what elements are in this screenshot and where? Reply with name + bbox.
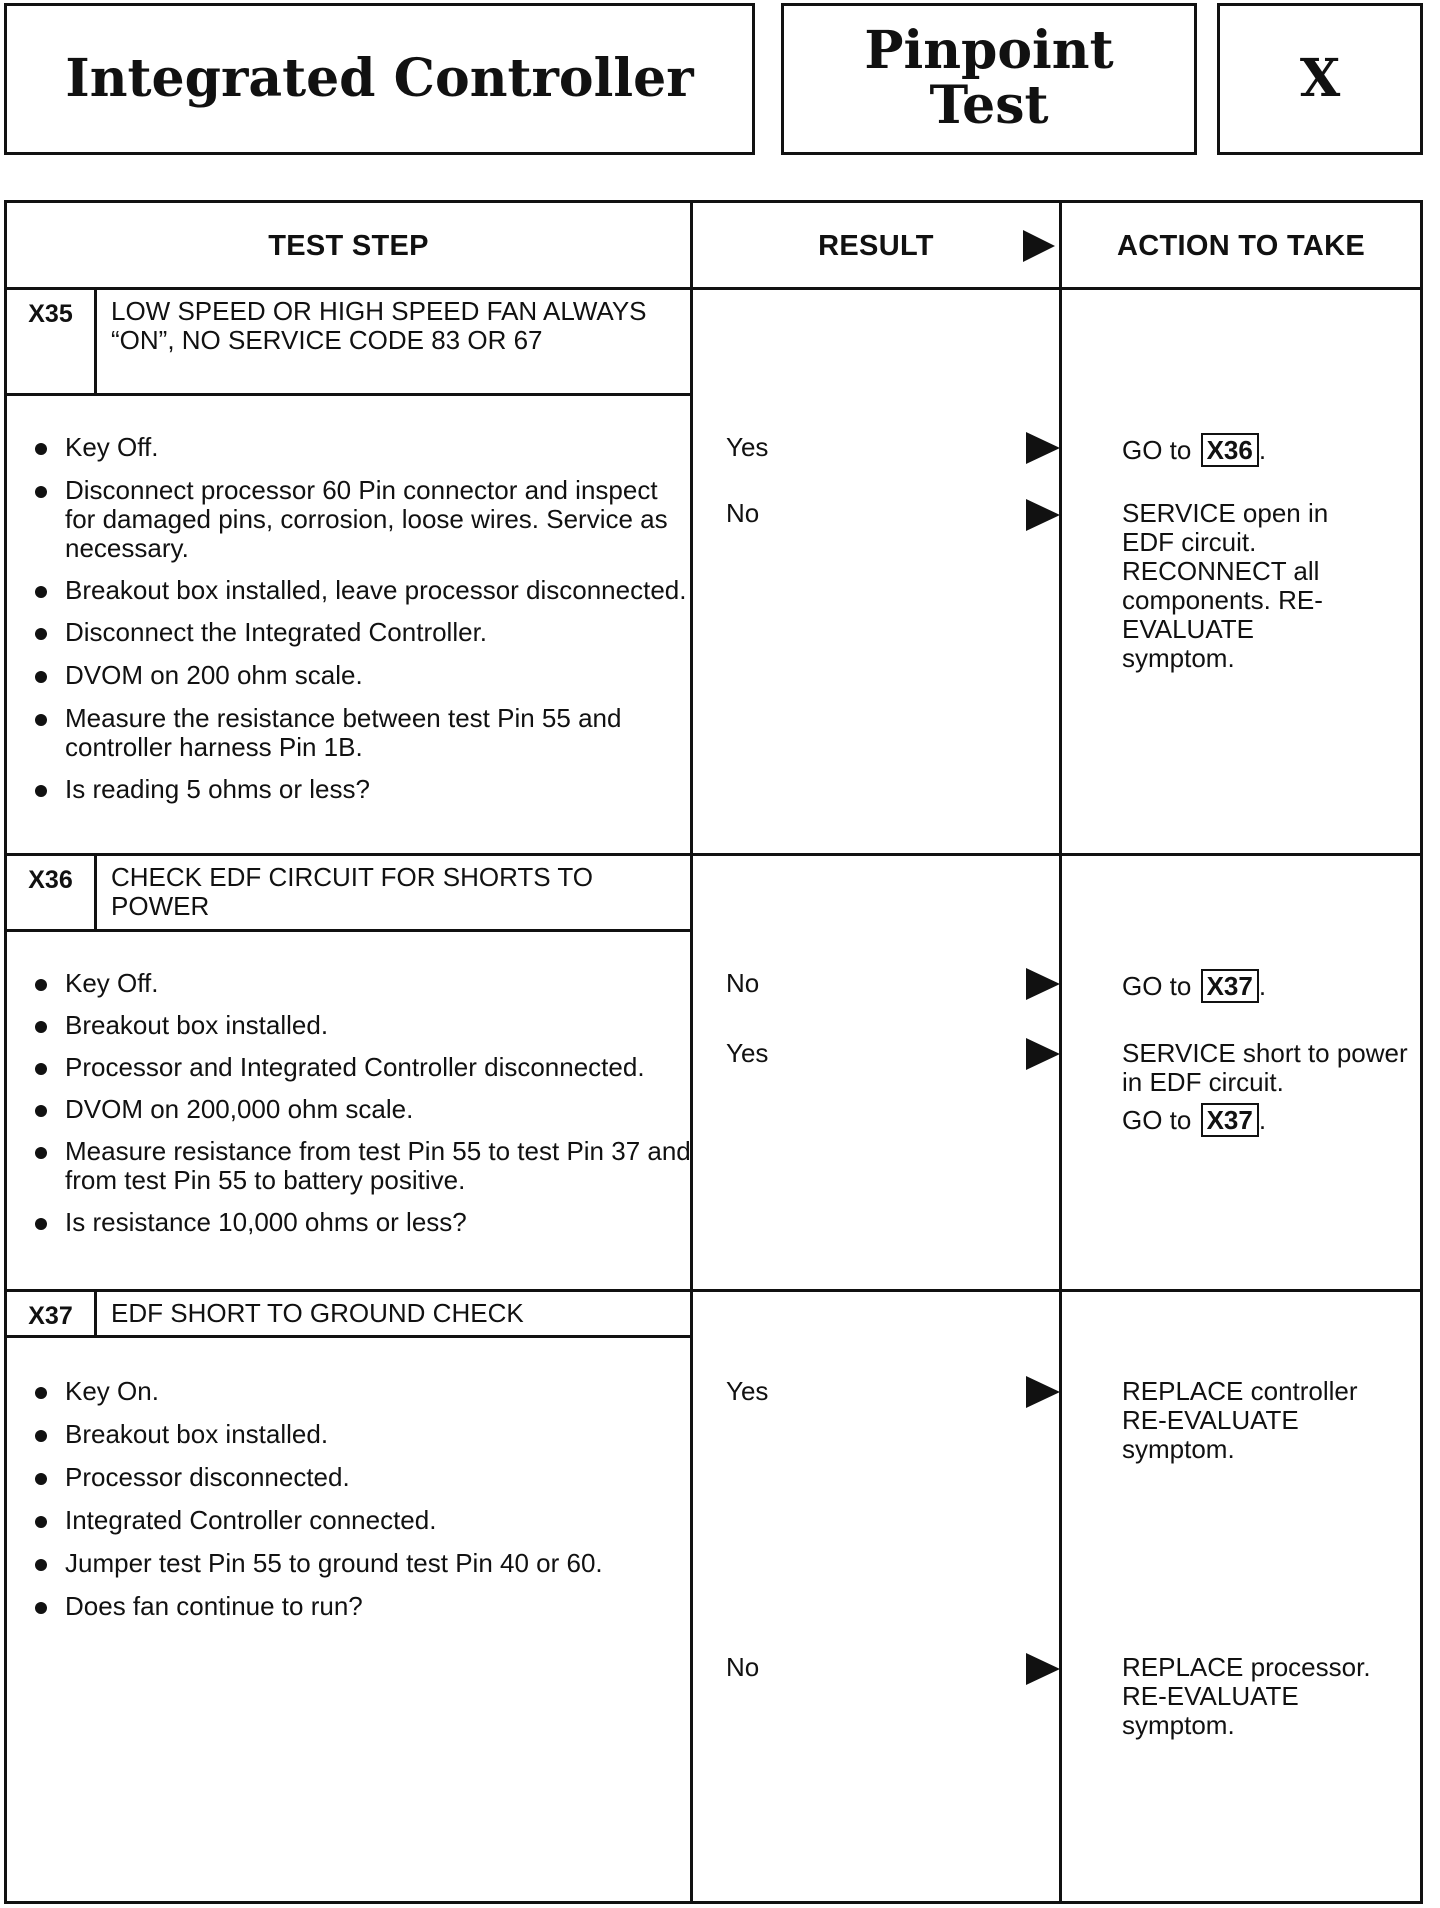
action-text-suffix: . <box>1258 435 1267 465</box>
pinpoint-label-line1: Pinpoint <box>864 20 1114 82</box>
step-title-underline <box>7 1335 690 1338</box>
result-arrow-icon <box>1023 230 1055 262</box>
instruction-item: Key On. <box>33 1377 693 1406</box>
column-header-action: ACTION TO TAKE <box>1116 229 1365 262</box>
instruction-item: Is resistance 10,000 ohms or less? <box>33 1208 693 1237</box>
step-title-underline <box>7 929 690 932</box>
result-label: No <box>726 968 760 998</box>
instruction-item: Measure the resistance between test Pin 55 and controller harness Pin 1B. <box>33 704 693 762</box>
result-arrow-icon <box>1026 499 1060 531</box>
action-text-prefix: GO to <box>1122 971 1192 1001</box>
instruction-item: Breakout box installed. <box>33 1420 693 1449</box>
step-title-underline <box>7 393 690 396</box>
step-id: X37 <box>28 1302 73 1330</box>
action-text-line <box>1122 1103 1412 1137</box>
instruction-item: Processor and Integrated Controller disconnected. <box>33 1053 693 1082</box>
result-arrow-icon <box>1026 432 1060 464</box>
action-text <box>1122 969 1412 1003</box>
instruction-item: Is reading 5 ohms or less? <box>33 775 693 804</box>
result-label: Yes <box>726 1038 769 1068</box>
pinpoint-test-label <box>864 20 1114 136</box>
action-text: REPLACE controller RE-EVALUATE symptom. <box>1122 1376 1358 1464</box>
step-reference: X37 <box>1201 1103 1259 1137</box>
action-text-prefix: GO to <box>1122 1105 1192 1135</box>
instruction-item: Breakout box installed, leave processor disconnected. <box>33 576 693 605</box>
instruction-item: Measure resistance from test Pin 55 to test Pin 37 and from test Pin 55 to battery positive. <box>33 1137 693 1195</box>
instruction-item: Disconnect processor 60 Pin connector and inspect for damaged pins, corrosion, loose wires. Service as necessary. <box>33 476 693 563</box>
step-instructions <box>33 969 693 1237</box>
action-text-prefix: GO to <box>1122 435 1192 465</box>
pinpoint-label-line2: Test <box>929 75 1049 136</box>
header-divider <box>7 287 1420 290</box>
result-label: No <box>726 1652 760 1682</box>
action-text <box>1122 1039 1412 1137</box>
result-label: Yes <box>726 432 769 462</box>
action-text-suffix: . <box>1258 971 1267 1001</box>
instruction-item: DVOM on 200 ohm scale. <box>33 661 693 690</box>
result-arrow-icon <box>1026 1038 1060 1070</box>
result-label: No <box>726 498 760 528</box>
column-header-result <box>693 203 1059 289</box>
step-id-divider <box>94 856 97 932</box>
action-text-suffix: . <box>1258 1105 1267 1135</box>
action-text: REPLACE processor. RE-EVALUATE symptom. <box>1122 1652 1371 1740</box>
step-title: CHECK EDF CIRCUIT FOR SHORTS TO POWER <box>111 862 594 921</box>
step-title: EDF SHORT TO GROUND CHECK <box>111 1298 524 1328</box>
section-letter: X <box>1299 47 1341 109</box>
pinpoint-test-table <box>4 200 1423 1904</box>
section-letter-box <box>1217 3 1423 155</box>
step-instructions <box>33 1377 693 1621</box>
instruction-item: Key Off. <box>33 969 693 998</box>
instruction-item: Jumper test Pin 55 to ground test Pin 40 or 60. <box>33 1549 693 1578</box>
step-id-divider <box>94 1292 97 1338</box>
instruction-item: Breakout box installed. <box>33 1011 693 1040</box>
pinpoint-test-box <box>781 3 1197 155</box>
step-id: X36 <box>28 866 73 894</box>
result-arrow-icon <box>1026 968 1060 1000</box>
result-label: Yes <box>726 1376 769 1406</box>
column-header-test-step: TEST STEP <box>268 229 429 262</box>
result-arrow-icon <box>1026 1376 1060 1408</box>
step-divider <box>7 853 1420 856</box>
page-title: Integrated Controller <box>65 47 694 109</box>
step-id-divider <box>94 290 97 396</box>
step-instructions <box>33 433 693 804</box>
result-arrow-icon <box>1026 1653 1060 1685</box>
step-reference: X37 <box>1201 969 1259 1003</box>
step-reference: X36 <box>1201 433 1259 467</box>
instruction-item: Processor disconnected. <box>33 1463 693 1492</box>
instruction-item: Key Off. <box>33 433 693 462</box>
instruction-item: Disconnect the Integrated Controller. <box>33 618 693 647</box>
step-title: LOW SPEED OR HIGH SPEED FAN ALWAYS “ON”, NO SERVICE CODE 83 OR 67 <box>111 296 647 355</box>
action-text-line: SERVICE short to power in EDF circuit. <box>1122 1038 1408 1097</box>
instruction-item: Does fan continue to run? <box>33 1592 693 1621</box>
action-text <box>1122 433 1412 467</box>
instruction-item: DVOM on 200,000 ohm scale. <box>33 1095 693 1124</box>
page-title-box <box>4 3 755 155</box>
column-header-result-label: RESULT <box>818 229 934 262</box>
step-id: X35 <box>28 300 73 328</box>
step-divider <box>7 1289 1420 1292</box>
action-text: SERVICE open in EDF circuit. RECONNECT all components. RE-EVALUATE symptom. <box>1122 498 1329 673</box>
instruction-item: Integrated Controller connected. <box>33 1506 693 1535</box>
